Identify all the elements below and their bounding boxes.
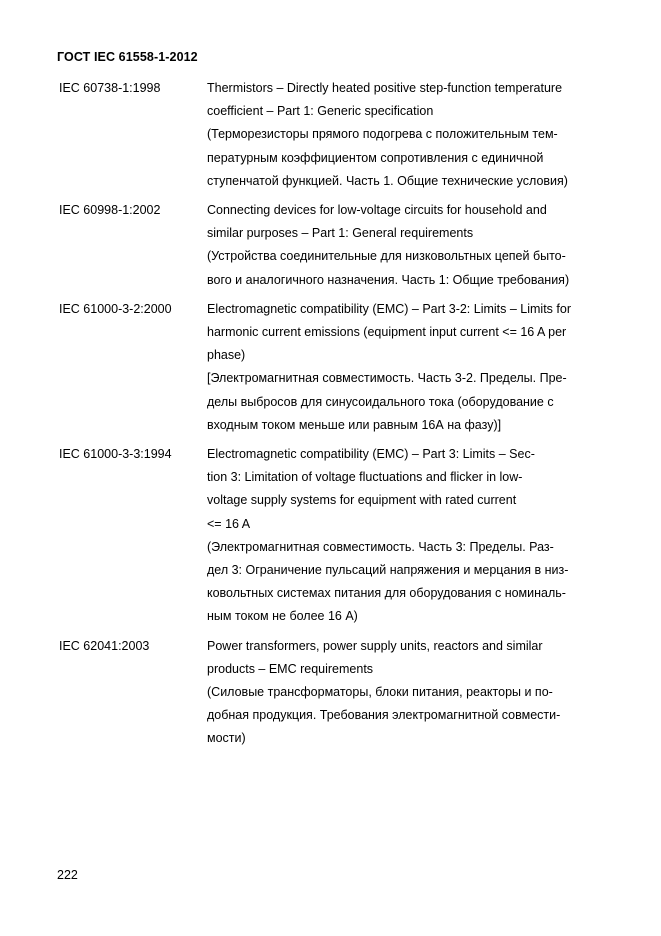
description-line: входным током меньше или равным 16А на фазу)]	[207, 417, 502, 432]
description-line: coefficient – Part 1: Generic specification	[207, 104, 434, 119]
description-line: делы выбросов для синусоидального тока (оборудование с	[207, 394, 554, 409]
reference-code: IEC 60998-1:2002	[59, 203, 161, 218]
description-line: (Терморезисторы прямого подогрева с положительным тем-	[207, 127, 558, 142]
description-line: ковольтных системах питания для оборудования с номиналь-	[207, 586, 566, 601]
description-line: similar purposes – Part 1: General requirements	[207, 226, 474, 241]
description-line: [Электромагнитная совместимость. Часть 3-2. Пределы. Пре-	[207, 371, 567, 386]
description-line: пературным коэффициентом сопротивления с единичной	[207, 150, 544, 165]
description-line: phase)	[207, 348, 246, 363]
description-line: (Устройства соединительные для низковольтных цепей быто-	[207, 249, 566, 264]
description-line: (Электромагнитная совместимость. Часть 3: Пределы. Раз-	[207, 539, 554, 554]
reference-row	[59, 443, 599, 629]
description-line: <= 16 A	[207, 516, 251, 531]
description-line: Electromagnetic compatibility (EMC) – Part 3: Limits – Sec-	[207, 447, 535, 462]
description-line: Electromagnetic compatibility (EMC) – Part 3-2: Limits – Limits for	[207, 301, 571, 316]
reference-row	[59, 199, 599, 292]
reference-row	[59, 77, 599, 193]
description-line: вого и аналогичного назначения. Часть 1: Общие требования)	[207, 272, 570, 287]
description-line: harmonic current emissions (equipment input current <= 16 A per	[207, 325, 567, 340]
description-line: Connecting devices for low-voltage circuits for household and	[207, 203, 547, 218]
description-line: ступенчатой функцией. Часть 1. Общие технические условия)	[207, 173, 568, 188]
description-line: (Силовые трансформаторы, блоки питания, реакторы и по-	[207, 685, 553, 700]
page-number: 222	[57, 868, 78, 882]
reference-code: IEC 62041:2003	[59, 638, 150, 653]
description-line: мости)	[207, 731, 246, 746]
reference-description	[207, 77, 599, 193]
description-line: tion 3: Limitation of voltage fluctuations and flicker in low-	[207, 470, 523, 485]
description-line: Thermistors – Directly heated positive step-function temperature	[207, 81, 563, 95]
description-line: voltage supply systems for equipment with rated current	[207, 493, 517, 508]
description-line: products – EMC requirements	[207, 661, 374, 676]
description-line: дел 3: Ограничение пульсаций напряжения и мерцания в низ-	[207, 563, 569, 578]
reference-code: IEC 61000-3-2:2000	[59, 301, 172, 316]
reference-row	[59, 635, 599, 751]
reference-description	[207, 199, 599, 292]
description-line: добная продукция. Требования электромагнитной совмести-	[207, 708, 561, 723]
reference-code: IEC 60738-1:1998	[59, 81, 161, 95]
document-header: ГОСТ IEC 61558-1-2012	[57, 50, 198, 64]
reference-description	[207, 443, 599, 629]
reference-code: IEC 61000-3-3:1994	[59, 447, 172, 462]
normative-references-list	[59, 77, 599, 751]
reference-row	[59, 298, 599, 437]
reference-description	[207, 298, 599, 437]
reference-description	[207, 635, 599, 751]
description-line: ным током не более 16 А)	[207, 609, 358, 624]
description-line: Power transformers, power supply units, reactors and similar	[207, 638, 543, 653]
